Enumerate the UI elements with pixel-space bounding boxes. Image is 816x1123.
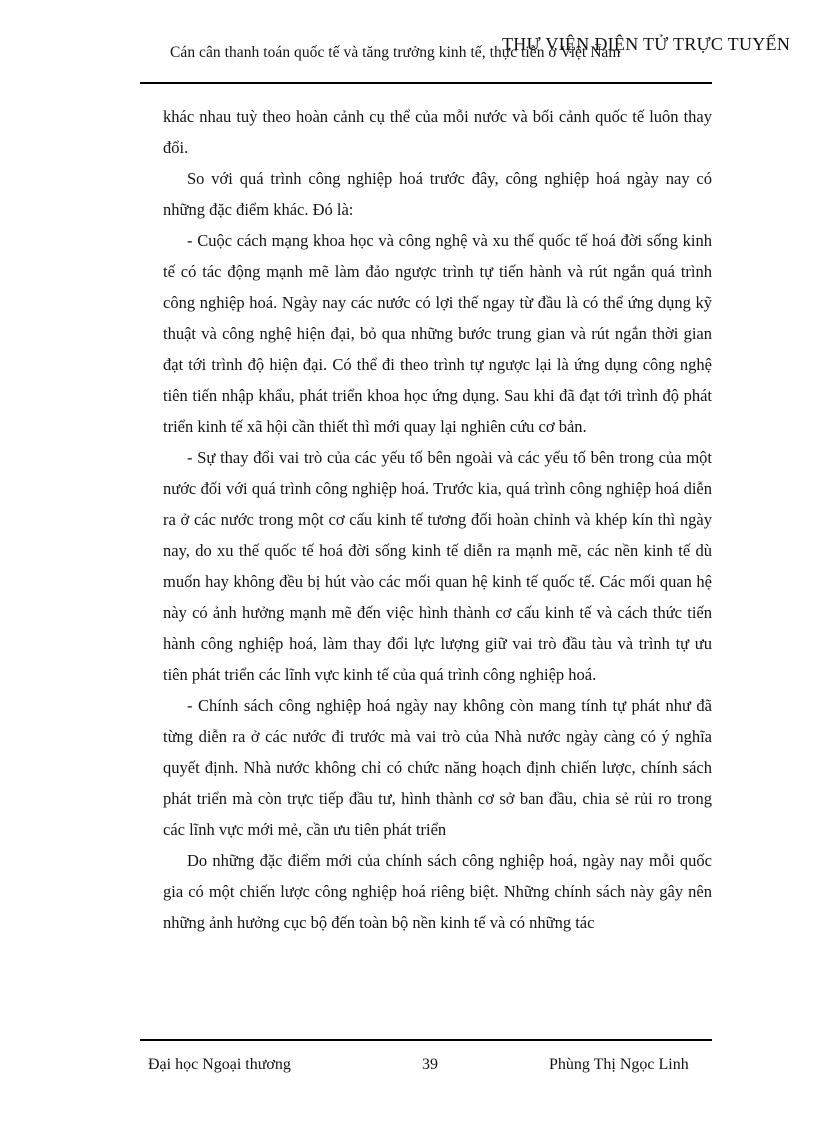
paragraph-intro: So với quá trình công nghiệp hoá trước đây, công nghiệp hoá ngày nay có những đặc điểm khác. Đó là: (163, 169, 712, 219)
paragraph-point-state-role: - Chính sách công nghiệp hoá ngày nay không còn mang tính tự phát như đã từng diễn ra ở các nước đi trước mà vai trò của Nhà nước ngày càng có ý nghĩa quyết định. Nhà nước không chỉ có chức năng hoạch định chiến lược, chính sách phát triển mà còn trực tiếp đầu tư, hình thành cơ sở ban đầu, chia sẻ rủi ro trong các lĩnh vực mới mẻ, cần ưu tiên phát triển (163, 696, 712, 839)
paragraph-conclusion: Do những đặc điểm mới của chính sách công nghiệp hoá, ngày nay mỗi quốc gia có một chiến lược công nghiệp hoá riêng biệt. Những chính sách này gây nên những ảnh hưởng cục bộ đến toàn bộ nền kinh tế và có những tác (163, 851, 712, 932)
paragraph-point-technology: - Cuộc cách mạng khoa học và công nghệ và xu thế quốc tế hoá đời sống kinh tế có tác động mạnh mẽ làm đảo ngược trình tự tiến hành và rút ngắn quá trình công nghiệp hoá. Ngày nay các nước có lợi thế ngay từ đầu là có thể ứng dụng kỹ thuật và công nghệ hiện đại, bỏ qua những bước trung gian và rút ngắn thời gian đạt tới trình độ hiện đại. Có thể đi theo trình tự ngược lại là ứng dụng công nghệ tiên tiến nhập khẩu, phát triển khoa học ứng dụng. Sau khi đã đạt tới trình độ phát triển kinh tế xã hội cần thiết thì mới quay lại nghiên cứu cơ bản. (163, 231, 712, 436)
footer-author: Phùng Thị Ngọc Linh (549, 1056, 689, 1073)
running-header-title: Cán cân thanh toán quốc tế và tăng trưởng kinh tế, thực tiễn ở Việt Nam (170, 44, 621, 61)
body-text (163, 101, 712, 938)
library-watermark: THƯ VIỆN ĐIỆN TỬ TRỰC TUYẾN (502, 34, 791, 54)
page-number: 39 (422, 1056, 438, 1073)
paragraph-point-external-factors: - Sự thay đổi vai trò của các yếu tố bên ngoài và các yếu tố bên trong của một nước đối với quá trình công nghiệp hoá. Trước kia, quá trình công nghiệp hoá diễn ra ở các nước trong một cơ cấu kinh tế tương đối hoàn chỉnh và khép kín thì ngày nay, do xu thế quốc tế hoá đời sống kinh tế diễn ra mạnh mẽ, các nền kinh tế dù muốn hay không đều bị hút vào các mối quan hệ kinh tế quốc tế. Các mối quan hệ này có ảnh hưởng mạnh mẽ đến việc hình thành cơ cấu kinh tế và cách thức tiến hành công nghiệp hoá, làm thay đổi lực lượng giữ vai trò đầu tàu và trình tự ưu tiên phát triển các lĩnh vực kinh tế của quá trình công nghiệp hoá. (163, 448, 712, 684)
footer-rule (140, 1039, 712, 1041)
footer-institution: Đại học Ngoại thương (148, 1056, 291, 1073)
header-rule (140, 82, 712, 84)
paragraph-continuation: khác nhau tuỳ theo hoàn cảnh cụ thể của mỗi nước và bối cảnh quốc tế luôn thay đổi. (163, 107, 712, 157)
